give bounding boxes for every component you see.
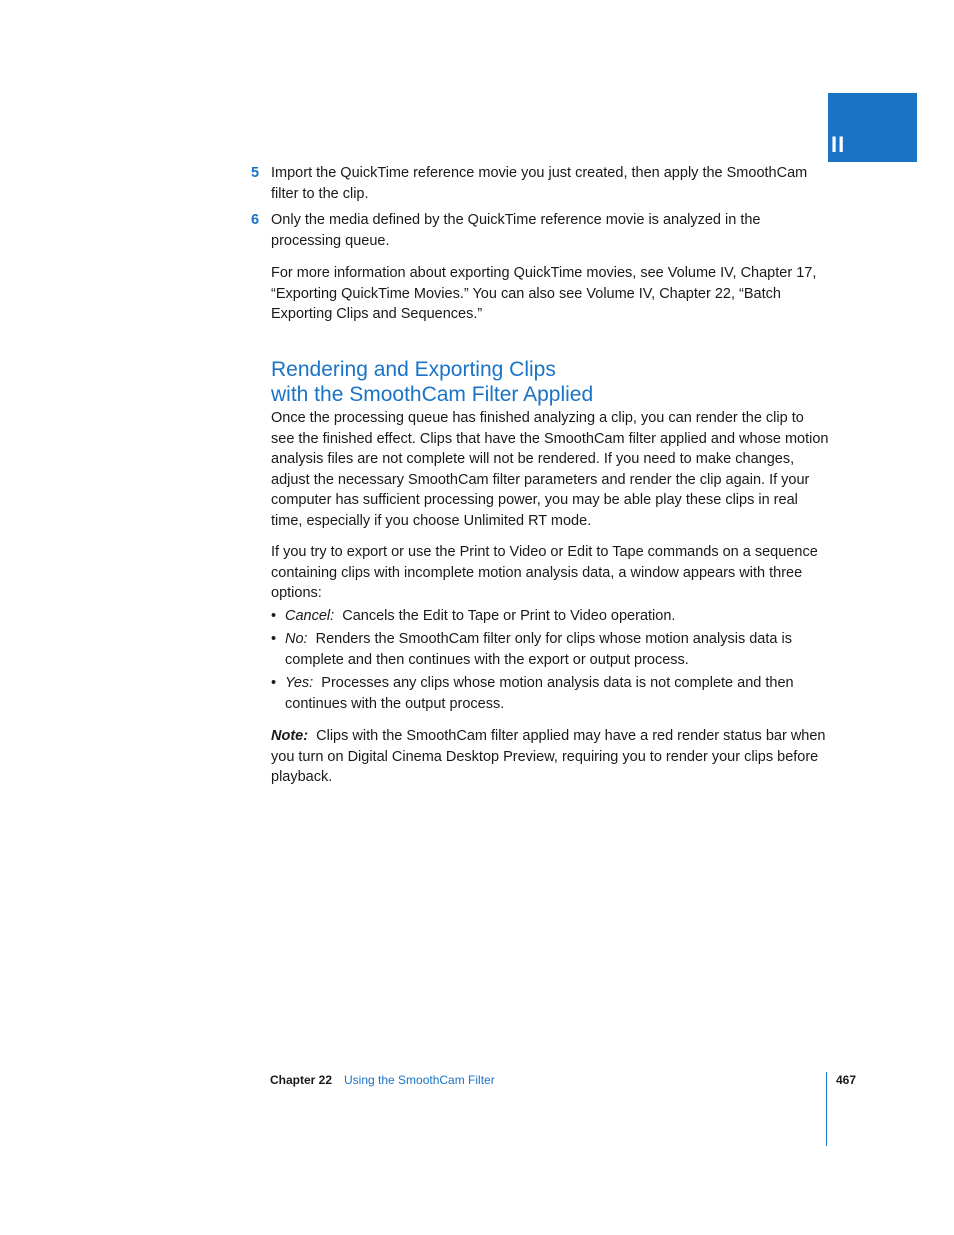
bullet-text: Cancels the Edit to Tape or Print to Video operation. bbox=[342, 608, 676, 624]
bullet-term: Yes: bbox=[285, 675, 314, 691]
bullet-text: Renders the SmoothCam filter only for clips whose motion analysis data is complete and then continues with the export or output process. bbox=[285, 631, 792, 668]
note-paragraph bbox=[271, 726, 831, 788]
section-heading-line1: Rendering and Exporting Clips bbox=[271, 358, 556, 381]
bullet-dot: • bbox=[271, 675, 277, 691]
step-text: Only the media defined by the QuickTime reference movie is analyzed in the processing queue. bbox=[271, 212, 761, 249]
bullet-term: No: bbox=[285, 631, 308, 647]
bullet-text: Processes any clips whose motion analysis data is not complete and then continues with the output process. bbox=[285, 675, 794, 712]
section-paragraph-1: Once the processing queue has finished analyzing a clip, you can render the clip to see the finished effect. Clips that have the SmoothCam filter applied and whose motion analysis files are not complete will not be rendered. If you need to make changes, adjust the necessary SmoothCam filter parameters and render the clip again. If your computer has sufficient processing power, you may be able play these clips in real time, especially if you choose Unlimited RT mode. bbox=[271, 410, 829, 529]
step-number: 5 bbox=[251, 165, 260, 181]
section-heading bbox=[271, 357, 593, 407]
part-tab-label: II bbox=[831, 132, 846, 157]
footer-chapter-title: Using the SmoothCam Filter bbox=[344, 1073, 495, 1087]
more-info-paragraph: For more information about exporting QuickTime movies, see Volume IV, Chapter 17, “Exporting QuickTime Movies.” You can also see Volume IV, Chapter 22, “Batch Exporting Clips and Sequences.” bbox=[271, 265, 817, 322]
note-text: Clips with the SmoothCam filter applied may have a red render status bar when you turn on Digital Cinema Desktop Preview, requiring you to render your clips before playback. bbox=[271, 728, 826, 785]
bullet-dot: • bbox=[271, 631, 277, 647]
section-heading-line2: with the SmoothCam Filter Applied bbox=[271, 383, 594, 406]
note-label: Note: bbox=[271, 728, 309, 744]
part-tab bbox=[828, 93, 917, 162]
page-number: 467 bbox=[836, 1073, 857, 1087]
step-text: Import the QuickTime reference movie you just created, then apply the SmoothCam filter to the clip. bbox=[271, 165, 808, 202]
bullet-term: Cancel: bbox=[285, 608, 335, 624]
step-number: 6 bbox=[251, 212, 260, 228]
footer-divider bbox=[826, 1072, 827, 1146]
footer-chapter: Chapter 22 bbox=[270, 1073, 333, 1087]
bullet-dot: • bbox=[271, 608, 277, 624]
section-paragraph-2: If you try to export or use the Print to Video or Edit to Tape commands on a sequence containing clips with incomplete motion analysis data, a window appears with three options: bbox=[271, 544, 818, 601]
